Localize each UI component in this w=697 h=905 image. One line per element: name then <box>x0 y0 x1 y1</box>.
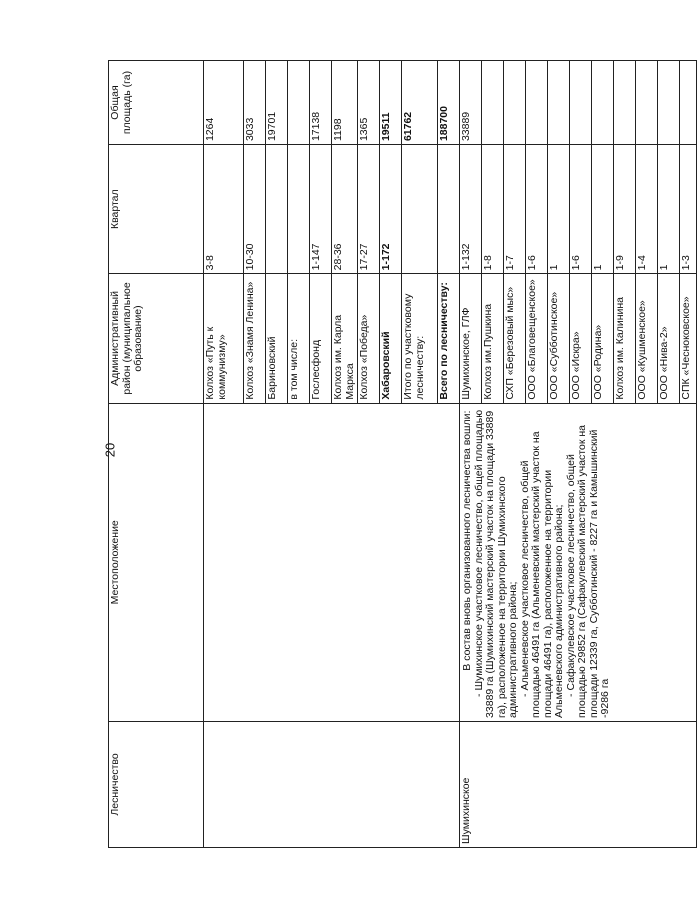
rayon-cell: Всего по лесничеству: <box>438 274 460 403</box>
table-row <box>204 61 244 848</box>
ploshad-cell <box>592 61 614 145</box>
location-paragraph: В состав вновь организованного лесничества вошли: <box>461 410 473 671</box>
ploshad-cell: 1198 <box>332 61 358 145</box>
kvartal-cell: 10-30 <box>244 145 266 274</box>
kvartal-cell: 1-9 <box>614 145 636 274</box>
rayon-cell: ООО «Искра» <box>570 274 592 403</box>
ploshad-cell <box>570 61 592 145</box>
header-rayon: Административный район (муниципальное образование) <box>109 274 204 403</box>
header-mestopolozhenie: Местоположение <box>109 403 204 721</box>
rayon-cell: ООО «Родина» <box>592 274 614 403</box>
kvartal-cell <box>266 145 288 274</box>
rayon-cell: Хабаровский <box>380 274 402 403</box>
ploshad-cell: 1365 <box>358 61 380 145</box>
ploshad-cell <box>526 61 548 145</box>
lesnichestvo-cell <box>204 721 460 847</box>
kvartal-cell: 1 <box>592 145 614 274</box>
kvartal-cell: 1-147 <box>310 145 332 274</box>
rayon-cell: Колхоз им. Карла Маркса <box>332 274 358 403</box>
header-ploshad: Общая площадь (га) <box>109 61 204 145</box>
kvartal-cell: 1-6 <box>526 145 548 274</box>
rayon-cell: Колхоз «Победа» <box>358 274 380 403</box>
ploshad-cell <box>658 61 680 145</box>
forestry-table <box>108 60 697 848</box>
ploshad-cell: 17138 <box>310 61 332 145</box>
kvartal-cell <box>288 145 310 274</box>
rayon-cell: в том числе: <box>288 274 310 403</box>
kvartal-cell: 1-4 <box>636 145 658 274</box>
ploshad-cell <box>636 61 658 145</box>
header-kvartal: Квартал <box>109 145 204 274</box>
kvartal-cell: 1-132 <box>460 145 482 274</box>
ploshad-cell <box>482 61 504 145</box>
location-description <box>460 403 697 721</box>
header-row <box>109 61 204 848</box>
rayon-cell: Шумихинское, ГЛФ <box>460 274 482 403</box>
kvartal-cell: 1 <box>548 145 570 274</box>
location-paragraph: - Сафакулевское участковое лесничество, общей площадью 29852 га (Сафакулевский мастерский участок на площади 12339 га, Субботинский - 8227 га и Камышинский -9286 га <box>564 425 611 718</box>
page-number: 20 <box>102 442 118 458</box>
ploshad-cell: 3033 <box>244 61 266 145</box>
rayon-cell: СПК «Чесноковское» <box>680 274 697 403</box>
ploshad-cell <box>288 61 310 145</box>
rayon-cell: Колхоз «Путь к коммунизму» <box>204 274 244 403</box>
ploshad-cell: 1264 <box>204 61 244 145</box>
kvartal-cell: 1-3 <box>680 145 697 274</box>
location-paragraph: - Шумихинское участковое лесничество, общей площадью 33889 га (Шумихинский мастерский участок на площади 33889 га), расположенное на территории Шумихинского административного района; <box>472 409 519 718</box>
ploshad-cell: 19701 <box>266 61 288 145</box>
ploshad-cell <box>548 61 570 145</box>
rayon-cell: ООО «Благовещенское» <box>526 274 548 403</box>
table-body <box>109 61 697 848</box>
ploshad-cell: 188700 <box>438 61 460 145</box>
kvartal-cell: 28-36 <box>332 145 358 274</box>
ploshad-cell: 33889 <box>460 61 482 145</box>
kvartal-cell: 3-8 <box>204 145 244 274</box>
rayon-cell: Колхоз им.Пушкина <box>482 274 504 403</box>
kvartal-cell: 1-172 <box>380 145 402 274</box>
rayon-cell: ООО «Нива-2» <box>658 274 680 403</box>
rotated-page <box>108 60 692 848</box>
rayon-cell: СХП «Березовый мыс» <box>504 274 526 403</box>
rayon-cell: Гослесфонд <box>310 274 332 403</box>
location-cell <box>204 403 460 721</box>
rayon-cell: Бариновский <box>266 274 288 403</box>
kvartal-cell <box>438 145 460 274</box>
table-row <box>460 61 482 848</box>
ploshad-cell <box>614 61 636 145</box>
header-lesnichestvo: Лесничество <box>109 721 204 847</box>
kvartal-cell: 1-6 <box>570 145 592 274</box>
ploshad-cell <box>680 61 697 145</box>
lesnichestvo-name: Шумихинское <box>460 721 697 847</box>
rayon-cell: ООО «Субботинское» <box>548 274 570 403</box>
rayon-cell: ООО «Кушменское» <box>636 274 658 403</box>
location-paragraph: - Альменевское участковое лесничество, общей площадью 46491 га (Альменевский мастерский участок на площади 46491 га), расположенное на территории Альменевского административного района; <box>518 431 565 718</box>
kvartal-cell: 1-7 <box>504 145 526 274</box>
kvartal-cell <box>402 145 438 274</box>
kvartal-cell: 1 <box>658 145 680 274</box>
rayon-cell: Итого по участковому лесничеству: <box>402 274 438 403</box>
ploshad-cell: 61762 <box>402 61 438 145</box>
rayon-cell: Колхоз им. Калинина <box>614 274 636 403</box>
ploshad-cell <box>504 61 526 145</box>
kvartal-cell: 17-27 <box>358 145 380 274</box>
kvartal-cell: 1-8 <box>482 145 504 274</box>
ploshad-cell: 19511 <box>380 61 402 145</box>
rayon-cell: Колхоз «Знамя Ленина» <box>244 274 266 403</box>
